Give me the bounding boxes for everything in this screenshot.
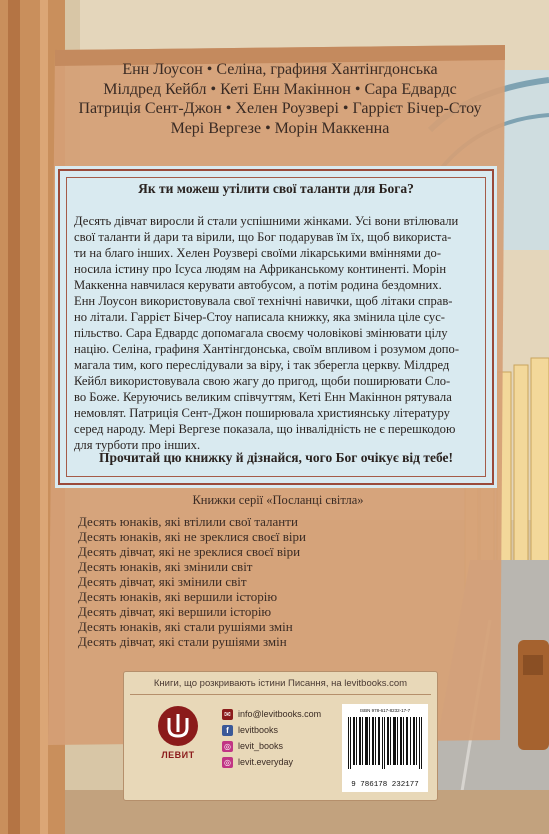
blurb-box bbox=[58, 169, 494, 485]
footer-tagline: Книги, що розкривають істини Писання, на levitbooks.com bbox=[153, 678, 408, 689]
series-item: Десять юнаків, які змінили світ bbox=[78, 559, 253, 574]
blurb-line: Кейбл використовувала свою жагу до пригод, щоби поширювати Сло- bbox=[74, 374, 451, 388]
contact-list bbox=[222, 706, 321, 770]
blurb-line: Маккенна навчилася керувати автобусом, а потім родина бездомних. bbox=[74, 278, 442, 292]
facebook-icon: f bbox=[222, 725, 233, 736]
series-title: Книжки серії «Посланці світла» bbox=[192, 493, 364, 507]
heroine-names bbox=[70, 60, 490, 138]
blurb-line: но літали. Гаррієт Бічер-Стоу написала книжку, яка змінила ціле сус- bbox=[74, 310, 446, 324]
contact-instagram[interactable] bbox=[222, 738, 321, 754]
contact-facebook[interactable] bbox=[222, 722, 321, 738]
blurb-line: носила істину про Ісуса людям на Африканському континенті. Морін bbox=[74, 262, 447, 276]
footer-divider bbox=[130, 694, 431, 695]
series-item: Десять юнаків, які вершили історію bbox=[78, 589, 278, 604]
blurb-line: во Боже. Керуючись великим співчуттям, Кеті Енн Макіннон рятувала bbox=[74, 390, 452, 404]
names-line: Мілдред Кейбл • Кеті Енн Макіннон • Сара Едвардс bbox=[103, 80, 457, 98]
names-line: Мері Вергезе • Морін Маккенна bbox=[170, 119, 390, 137]
contact-text: levitbooks bbox=[238, 725, 279, 735]
publisher-name: ЛЕВИТ bbox=[161, 750, 195, 760]
publisher-logo bbox=[154, 706, 202, 760]
series-item: Десять дівчат, які стали рушіями змін bbox=[78, 634, 287, 649]
barcode bbox=[342, 704, 428, 792]
blurb-line: для турботи про інших. bbox=[74, 438, 201, 452]
blurb-line: пільство. Сара Едвардс допомагала своєму чоловікові змінювати цілу bbox=[74, 326, 448, 340]
series-list bbox=[78, 493, 478, 649]
publisher-footer bbox=[123, 671, 438, 801]
series-item: Десять юнаків, які втілили свої таланти bbox=[78, 514, 298, 529]
series-item: Десять юнаків, які не зреклися своєї віри bbox=[78, 529, 307, 544]
instagram-icon: ◎ bbox=[222, 741, 233, 752]
contact-text: levit_books bbox=[238, 741, 284, 751]
isbn-text: ISBN 978-617-8232-17-7 bbox=[359, 708, 411, 713]
blurb-line: ти на благо інших. Хелен Роузвері своїми лікарськими вміннями до- bbox=[74, 246, 442, 260]
series-item: Десять юнаків, які стали рушіями змін bbox=[78, 619, 293, 634]
contact-instagram[interactable] bbox=[222, 754, 321, 770]
blurb-line: Десять дівчат виросли й стали успішними жінками. Усі вони втілювали bbox=[74, 214, 459, 228]
blurb-line: магала тим, кого переслідували за віру, і так зберегла церкву. Мілдред bbox=[74, 358, 450, 372]
series-item: Десять дівчат, які вершили історію bbox=[78, 604, 272, 619]
blurb-text bbox=[74, 213, 478, 453]
contact-text: levit.everyday bbox=[238, 757, 294, 767]
instagram-icon: ◎ bbox=[222, 757, 233, 768]
barcode-digits: 9 786178 232177 bbox=[351, 781, 419, 789]
blurb-call-to-action: Прочитай цю книжку й дізнайся, чого Бог очікує від тебе! bbox=[98, 450, 454, 465]
blurb-line: немовлят. Патриція Сент-Джон поширювала християнську літературу bbox=[74, 406, 450, 420]
names-line: Патриція Сент-Джон • Хелен Роузвері • Гаррієт Бічер-Стоу bbox=[78, 100, 482, 117]
names-line: Енн Лоусон • Селіна, графиня Хантінгдонська bbox=[122, 61, 438, 78]
series-item: Десять дівчат, які не зреклися своєї віри bbox=[78, 544, 301, 559]
blurb-line: свої таланти й дари та вірили, що Бог подарував їм їх, щоб використа- bbox=[74, 230, 452, 244]
blurb-line: націю. Селіна, графиня Хантінгдонська, своїм впливом і розумом допо- bbox=[74, 342, 460, 356]
barcode-bars bbox=[342, 713, 428, 773]
blurb-line: Енн Лоусон використовувала свої технічні навички, щоб літаки справ- bbox=[74, 294, 453, 308]
contact-email[interactable] bbox=[222, 706, 321, 722]
email-icon: ✉ bbox=[222, 709, 233, 720]
blurb-question: Як ти можеш утілити свої таланти для Бога? bbox=[138, 181, 414, 196]
series-item: Десять дівчат, які змінили світ bbox=[78, 574, 247, 589]
contact-text: info@levitbooks.com bbox=[238, 709, 322, 719]
levit-logo-icon bbox=[158, 706, 198, 746]
blurb-line: серед народу. Мері Вергезе показала, що інвалідність не є перешкодою bbox=[74, 422, 456, 436]
